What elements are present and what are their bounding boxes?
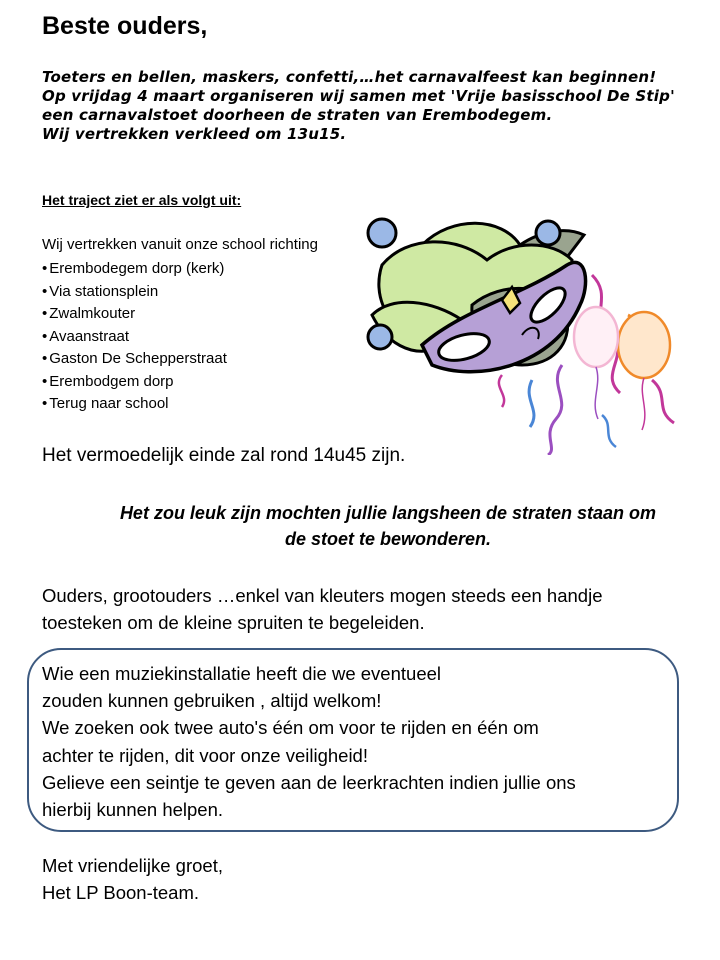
intro-line: Op vrijdag 4 maart organiseren wij samen met 'Vrije basisschool De Stip': [42, 87, 675, 105]
route-stop: • Zwalmkouter: [42, 303, 227, 326]
route-stop: • Avaanstraat: [42, 326, 227, 349]
box-line: achter te rijden, dit voor onze veiligheid!: [42, 744, 368, 766]
box-line: Gelieve een seintje te geven aan de leerkrachten indien jullie ons: [42, 771, 576, 793]
intro-line: een carnavalstoet doorheen de straten van Erembodegem.: [42, 106, 553, 124]
box-line: hierbij kunnen helpen.: [42, 799, 224, 821]
greeting: Beste ouders,: [42, 12, 208, 40]
closing: [42, 852, 223, 906]
box-line: We zoeken ook twee auto's één om voor te rijden en één om: [42, 717, 539, 739]
route-stop: • Terug naar school: [42, 393, 227, 416]
box-line: zouden kunnen gebruiken , altijd welkom!: [42, 690, 382, 712]
route-stop: • Erembodgem dorp: [42, 371, 227, 394]
intro-line: Toeters en bellen, maskers, confetti,…het carnavalfeest kan beginnen!: [42, 68, 657, 86]
invite-line: Het zou leuk zijn mochten jullie langsheen de straten staan om: [119, 503, 657, 523]
box-line: Wie een muziekinstallatie heeft die we eventueel: [42, 663, 442, 684]
jester-hat-mask-balloons-icon: [352, 205, 698, 455]
end-time: Het vermoedelijk einde zal rond 14u45 zijn.: [42, 445, 406, 466]
invite-text: [88, 500, 688, 552]
route-stop: • Erembodegem dorp (kerk): [42, 258, 227, 281]
invite-line: de stoet te bewonderen.: [284, 529, 492, 549]
route-heading: Het traject ziet er als volgt uit:: [42, 192, 242, 208]
route-list: [42, 258, 227, 416]
route-stop: • Via stationsplein: [42, 281, 227, 304]
route-intro: Wij vertrekken vanuit onze school richting: [42, 236, 318, 253]
route-stop: • Gaston De Schepperstraat: [42, 348, 227, 371]
parents-line: Ouders, grootouders …enkel van kleuters mogen steeds een handje: [42, 585, 603, 606]
closing-line: Met vriendelijke groet,: [42, 855, 223, 876]
signature: Het LP Boon-team.: [42, 882, 199, 903]
parents-paragraph: [42, 582, 602, 636]
intro-line: Wij vertrekken verkleed om 13u15.: [42, 125, 347, 143]
request-box-text: [42, 660, 576, 823]
parents-line: toesteken om de kleine spruiten te begeleiden.: [42, 612, 425, 633]
intro-paragraph: [42, 68, 675, 144]
